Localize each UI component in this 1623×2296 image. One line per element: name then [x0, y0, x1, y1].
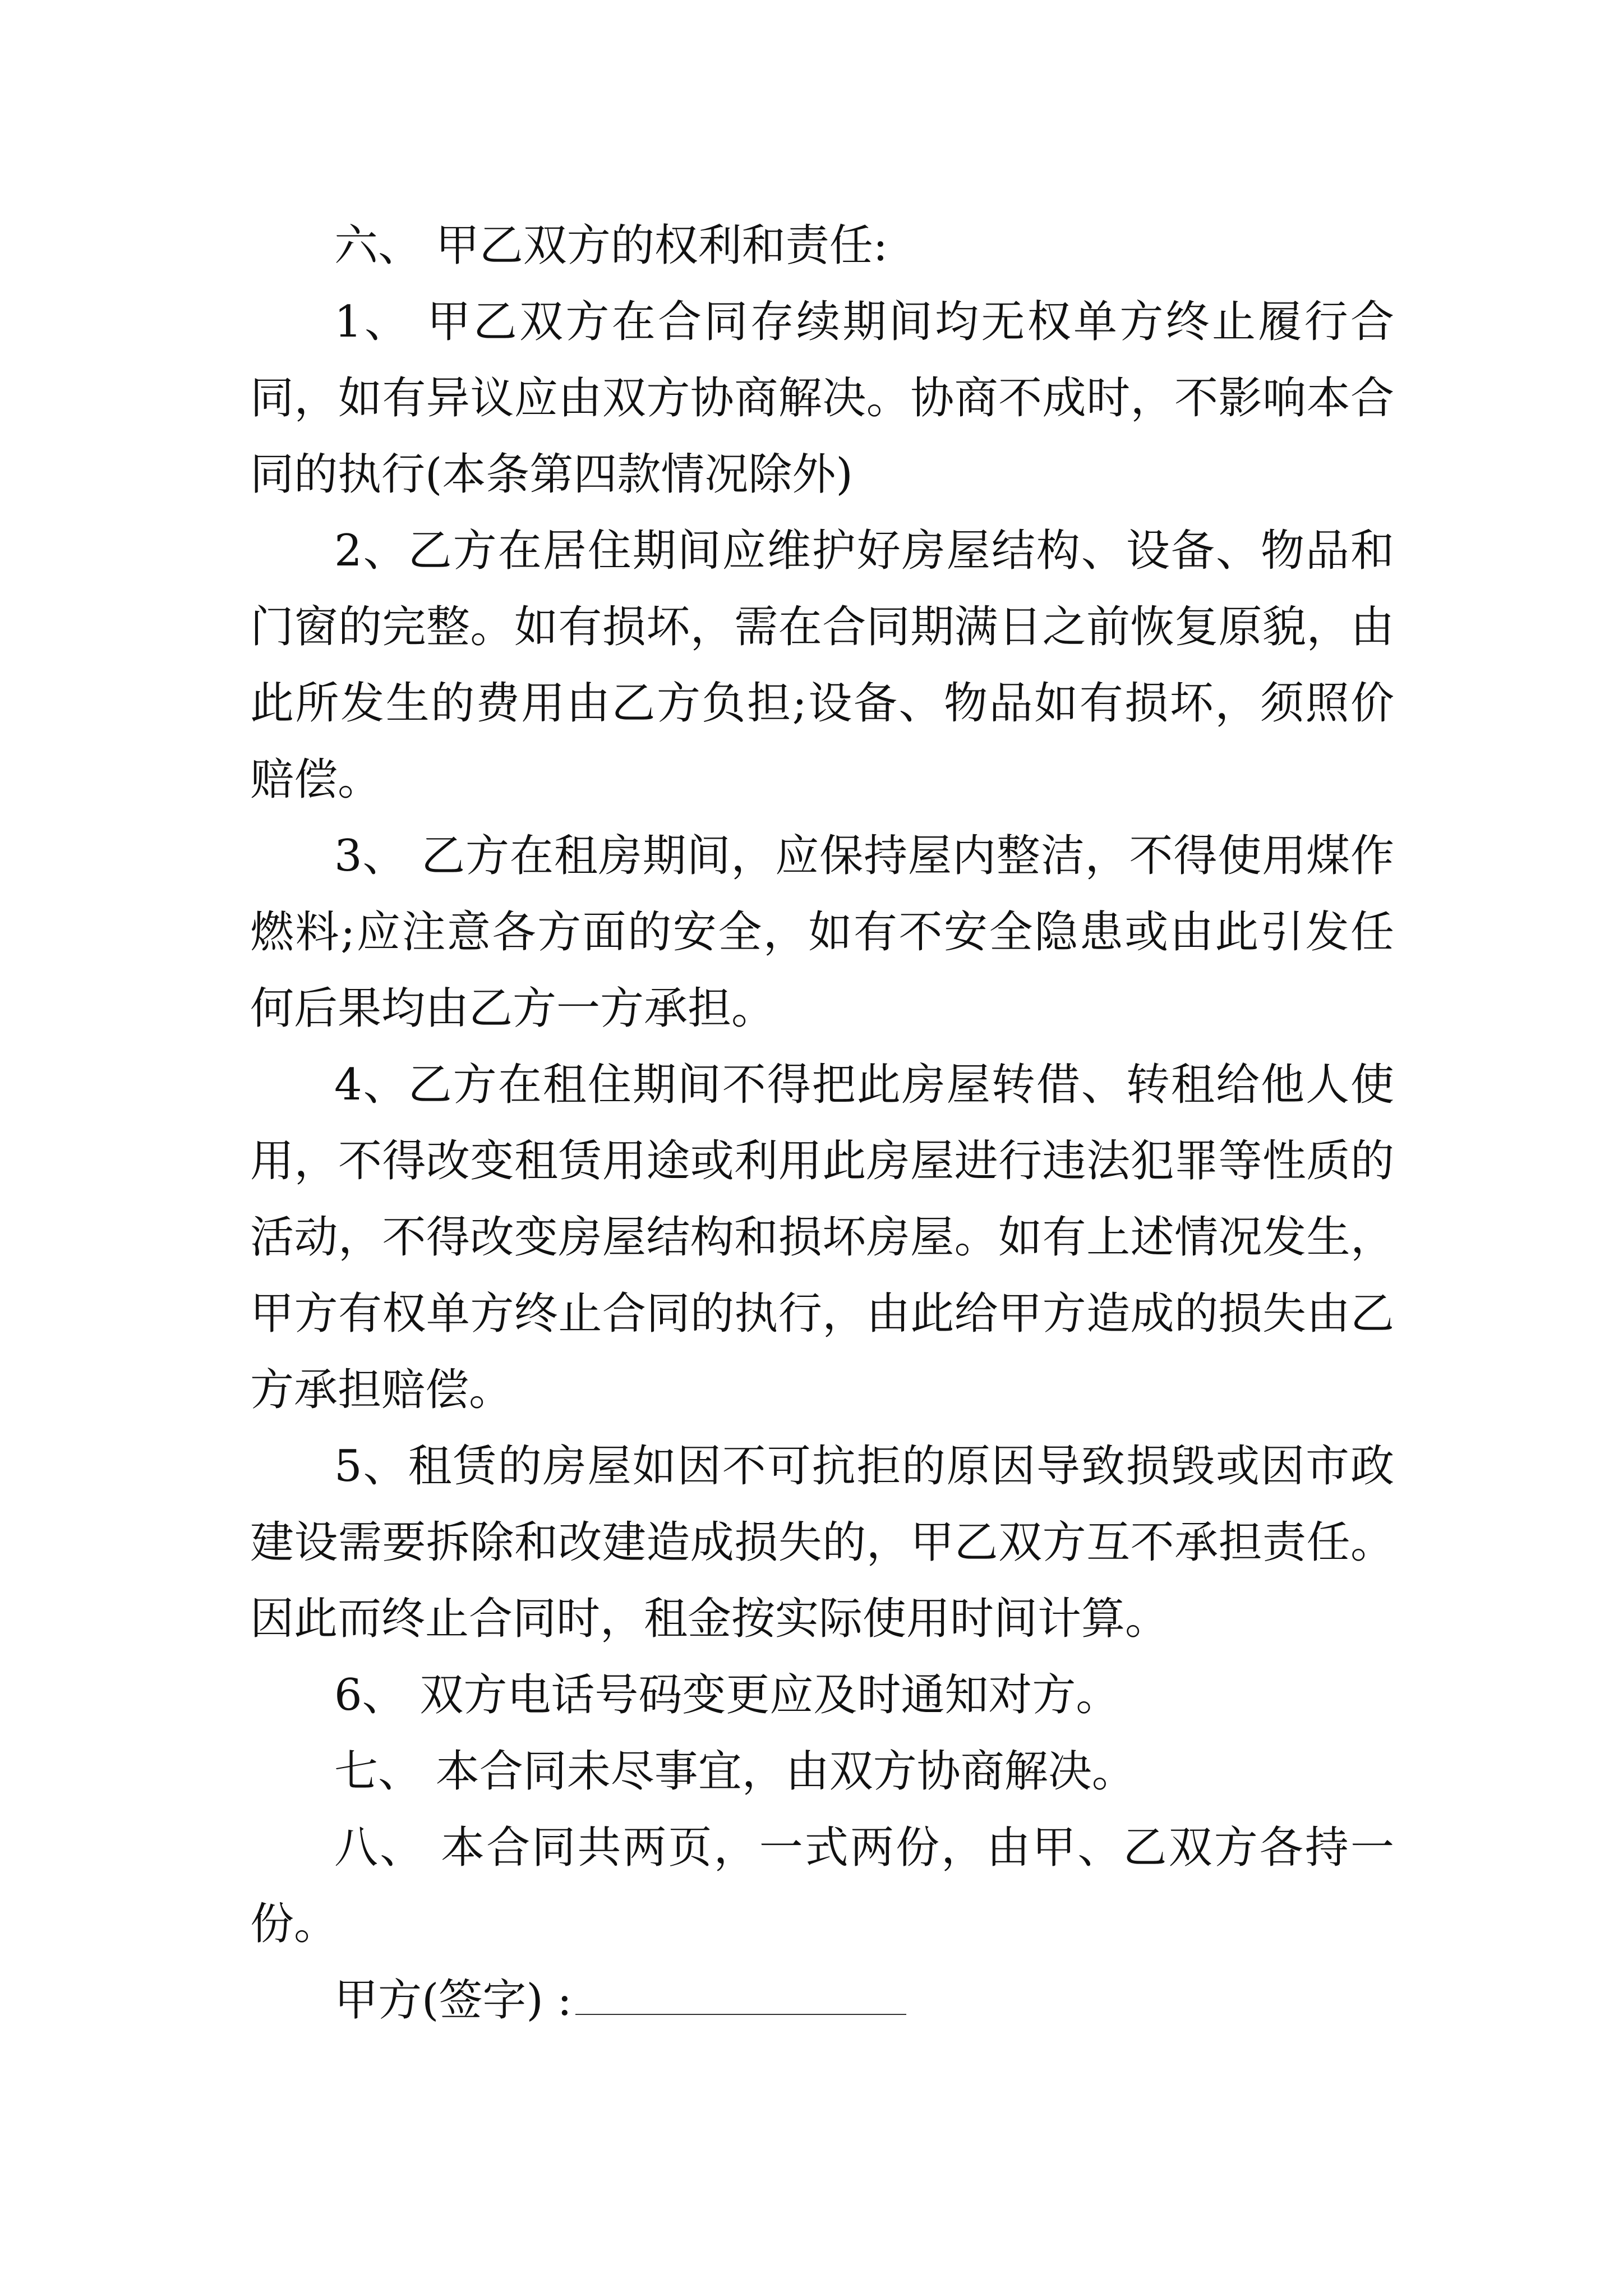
- clause-six-item-1: 1、 甲乙双方在合同存续期间均无权单方终止履行合同，如有异议应由双方协商解决。协商不成时，不影响本合同的执行(本条第四款情况除外): [250, 297, 1394, 500]
- signature-row: [250, 1962, 1394, 2039]
- clause-six-heading: 六、 甲乙双方的权利和责任:: [334, 220, 888, 271]
- clause-six-item-3: 3、 乙方在租房期间，应保持屋内整洁，不得使用煤作燃料;应注意各方面的安全，如有不安全隐患或由此引发任何后果均由乙方一方承担。: [250, 831, 1394, 1034]
- clause-six-item-2: 2、乙方在居住期间应维护好房屋结构、设备、物品和门窗的完整。如有损坏，需在合同期满日之前恢复原貌，由此所发生的费用由乙方负担;设备、物品如有损坏，须照价赔偿。: [250, 526, 1394, 805]
- clause-seven: 七、 本合同未尽事宜，由双方协商解决。: [334, 1746, 1136, 1797]
- clause-six-item-4: 4、乙方在租住期间不得把此房屋转借、转租给他人使用，不得改变租赁用途或利用此房屋进行违法犯罪等性质的活动，不得改变房屋结构和损坏房屋。如有上述情况发生，甲方有权单方终止合同的执行，由此给甲方造成的损失由乙方承担赔偿。: [250, 1060, 1394, 1415]
- clause-eight: 八、 本合同共两页，一式两份，由甲、乙双方各持一份。: [250, 1823, 1394, 1949]
- clause-six-item-6: 6、 双方电话号码变更应及时通知对方。: [334, 1670, 1120, 1720]
- signature-label: 甲方(签字) :: [334, 1975, 572, 2026]
- clause-six-item-5: 5、租赁的房屋如因不可抗拒的原因导致损毁或因市政建设需要拆除和改建造成损失的，甲乙双方互不承担责任。因此而终止合同时，租金按实际使用时间计算。: [250, 1441, 1394, 1644]
- signature-blank-line: [575, 1975, 906, 2015]
- document-body: [250, 208, 1394, 2039]
